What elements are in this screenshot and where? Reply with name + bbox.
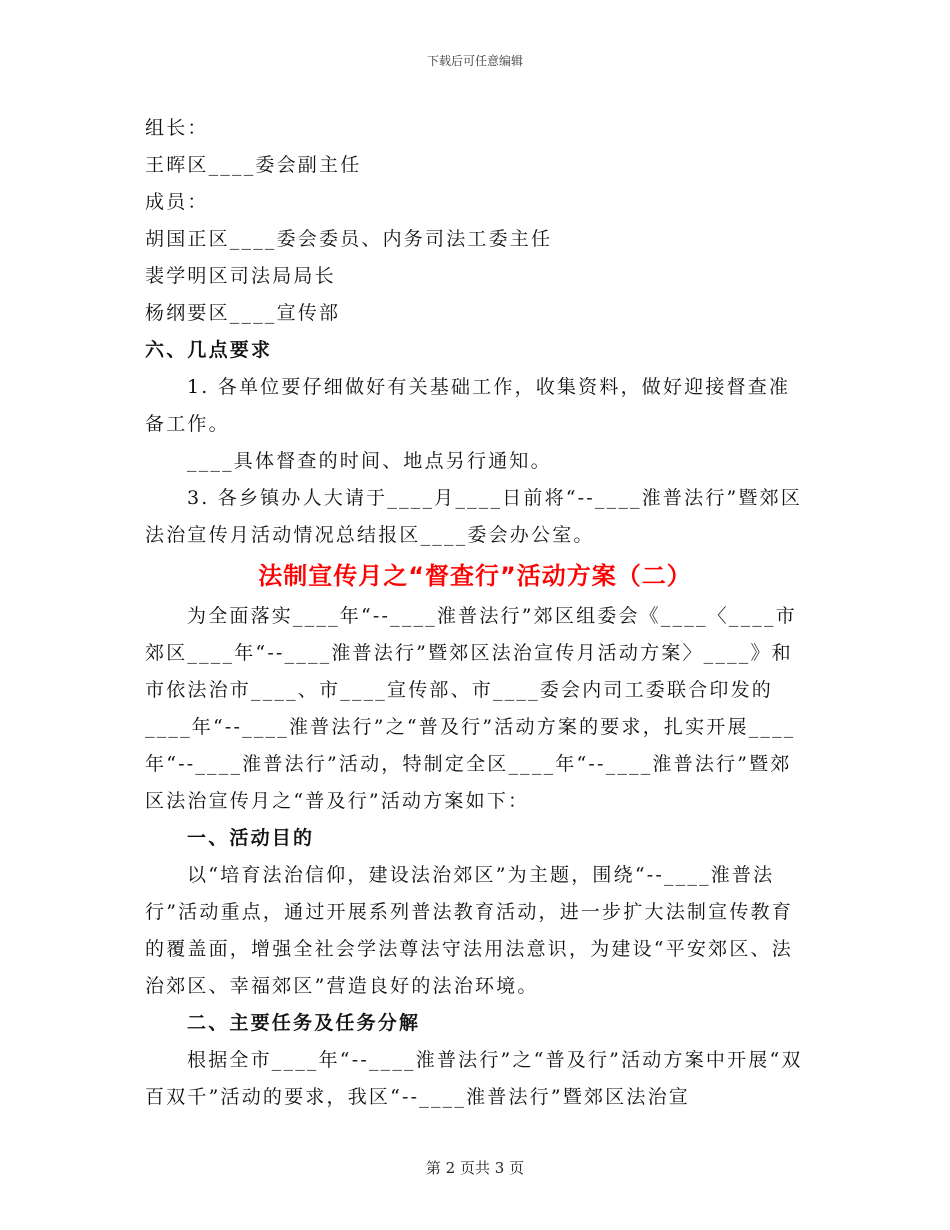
requirement-item: 1. 各单位要仔细做好有关基础工作，收集资料，做好迎接督查准备工作。 xyxy=(145,376,791,435)
section-heading-6: 六、几点要求 xyxy=(145,339,273,361)
section-2-body: 根据全市____年“--____淮普法行”之“普及行”活动方案中开展“双百双千”活动的要求，我区“--____淮普法行”暨郊区法治宣 xyxy=(145,1049,803,1108)
requirement-item: ____具体督查的时间、地点另行通知。 xyxy=(187,450,552,472)
page-footer: 第 2 页共 3 页 xyxy=(425,1159,525,1177)
member-item: 杨纲要区____宣传部 xyxy=(145,302,341,324)
leader-name: 王晖区____委会副主任 xyxy=(145,154,362,176)
member-item: 胡国正区____委会委员、内务司法工委主任 xyxy=(145,228,553,250)
document-content xyxy=(145,110,805,1116)
header-note: 下载后可任意编辑 xyxy=(426,54,523,68)
requirement-item: 3. 各乡镇办人大请于____月____日前将“--____淮普法行”暨郊区法治宣传月活动情况总结报区____委会办公室。 xyxy=(145,487,803,546)
intro-paragraph: 为全面落实____年“--____淮普法行”郊区组委会《____〈____市郊区____年“--____淮普法行”暨郊区法治宣传月活动方案〉____》和市依法治市____、市____宣传部、市____委会内司工委联合印发的____年“--____淮普法行”之“普及行”活动方案的要求，扎实开展____年“--____淮普法行”活动，特制定全区____年“--____淮普法行”暨郊区法治宣传月之“普及行”活动方案如下： xyxy=(145,605,797,812)
members-label: 成员： xyxy=(145,191,209,213)
section-heading-1: 一、活动目的 xyxy=(187,827,315,849)
leader-label: 组长： xyxy=(145,117,209,139)
section-heading-2: 二、主要任务及任务分解 xyxy=(187,1012,421,1034)
section-title: 法制宣传月之“督查行”活动方案（二） xyxy=(258,562,692,590)
section-1-body: 以“培育法治信仰，建设法治郊区”为主题，围绕“--____淮普法行”活动重点，通过开展系列普法教育活动，进一步扩大法制宣传教育的覆盖面，增强全社会学法尊法守法用法意识，为建设“平安郊区、法治郊区、幸福郊区”营造良好的法治环境。 xyxy=(145,864,793,997)
member-item: 裴学明区司法局局长 xyxy=(145,265,336,287)
